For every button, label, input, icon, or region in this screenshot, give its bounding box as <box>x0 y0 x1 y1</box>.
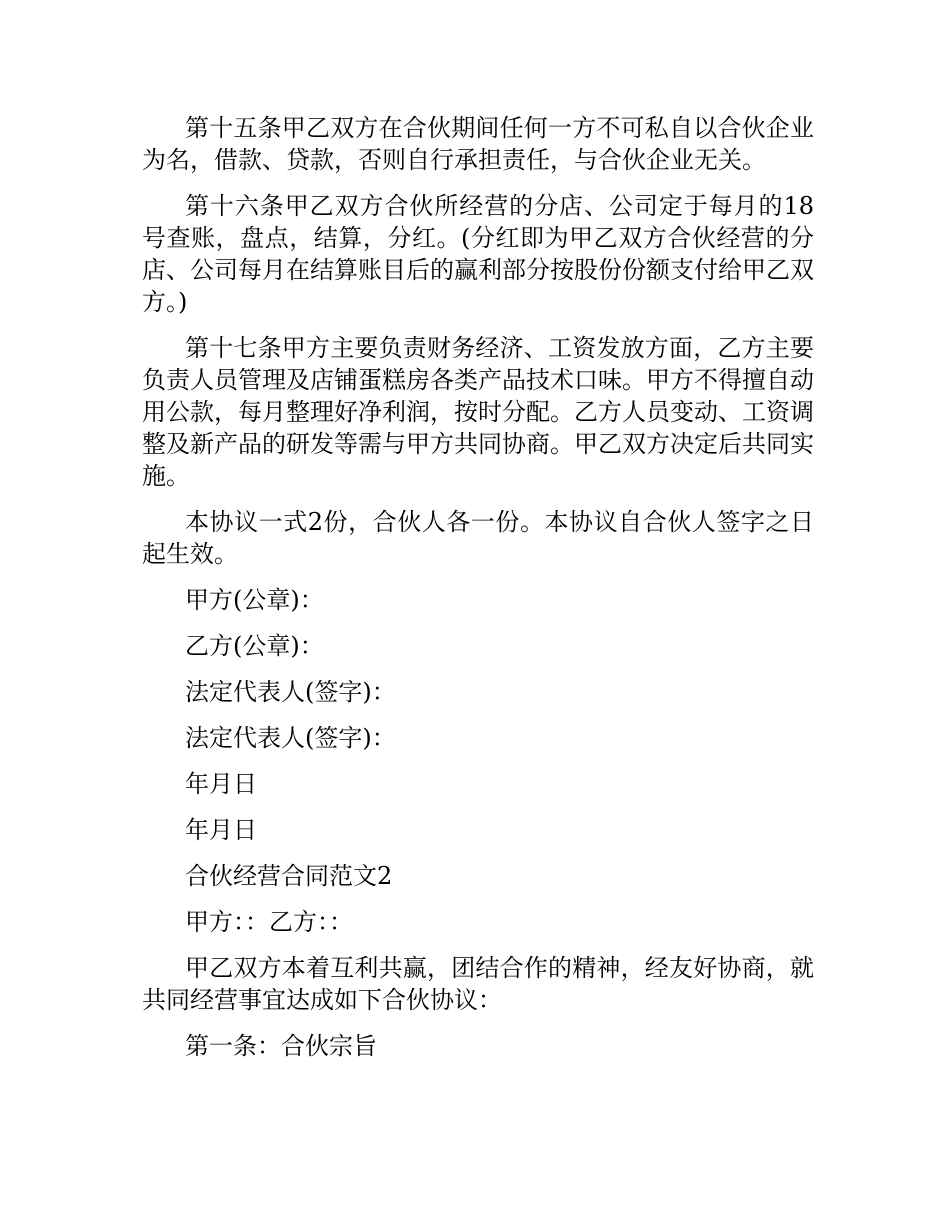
parties-line: 甲方：：乙方：： <box>185 908 353 936</box>
document-page <box>142 112 814 1076</box>
section-heading-sample-2: 合伙经营合同范文2 <box>185 862 393 890</box>
legal-rep-signature-line-b: 法定代表人(签字)： <box>185 724 396 752</box>
article-1-heading: 第一条：合伙宗旨 <box>185 1032 377 1060</box>
party-b-seal-line: 乙方(公章)： <box>185 632 324 660</box>
date-line-a: 年月日 <box>185 770 257 798</box>
date-line-b: 年月日 <box>185 816 257 844</box>
paragraph-article-17: 第十七条甲方主要负责财务经济、工资发放方面，乙方主要负责人员管理及店铺蛋糕房各类产品技术口味。甲方不得擅自动用公款，每月整理好净利润，按时分配。乙方人员变动、工资调整及新产品的研发等需与甲方共同协商。甲乙双方决定后共同实施。 <box>142 334 814 490</box>
legal-rep-signature-line-a: 法定代表人(签字)： <box>185 678 396 706</box>
paragraph-preamble: 甲乙双方本着互利共赢，团结合作的精神，经友好协商，就共同经营事宜达成如下合伙协议： <box>142 954 814 1014</box>
paragraph-article-15: 第十五条甲乙双方在合伙期间任何一方不可私自以合伙企业为名，借款、贷款，否则自行承担责任，与合伙企业无关。 <box>142 114 814 174</box>
paragraph-copies-clause: 本协议一式2份，合伙人各一份。本协议自合伙人签字之日起生效。 <box>142 508 814 568</box>
party-a-seal-line: 甲方(公章)： <box>185 586 324 614</box>
paragraph-article-16: 第十六条甲乙双方合伙所经营的分店、公司定于每月的18号查账，盘点，结算，分红。(分红即为甲乙双方合伙经营的分店、公司每月在结算账目后的赢利部分按股份份额支付给甲乙双方。) <box>142 192 814 316</box>
